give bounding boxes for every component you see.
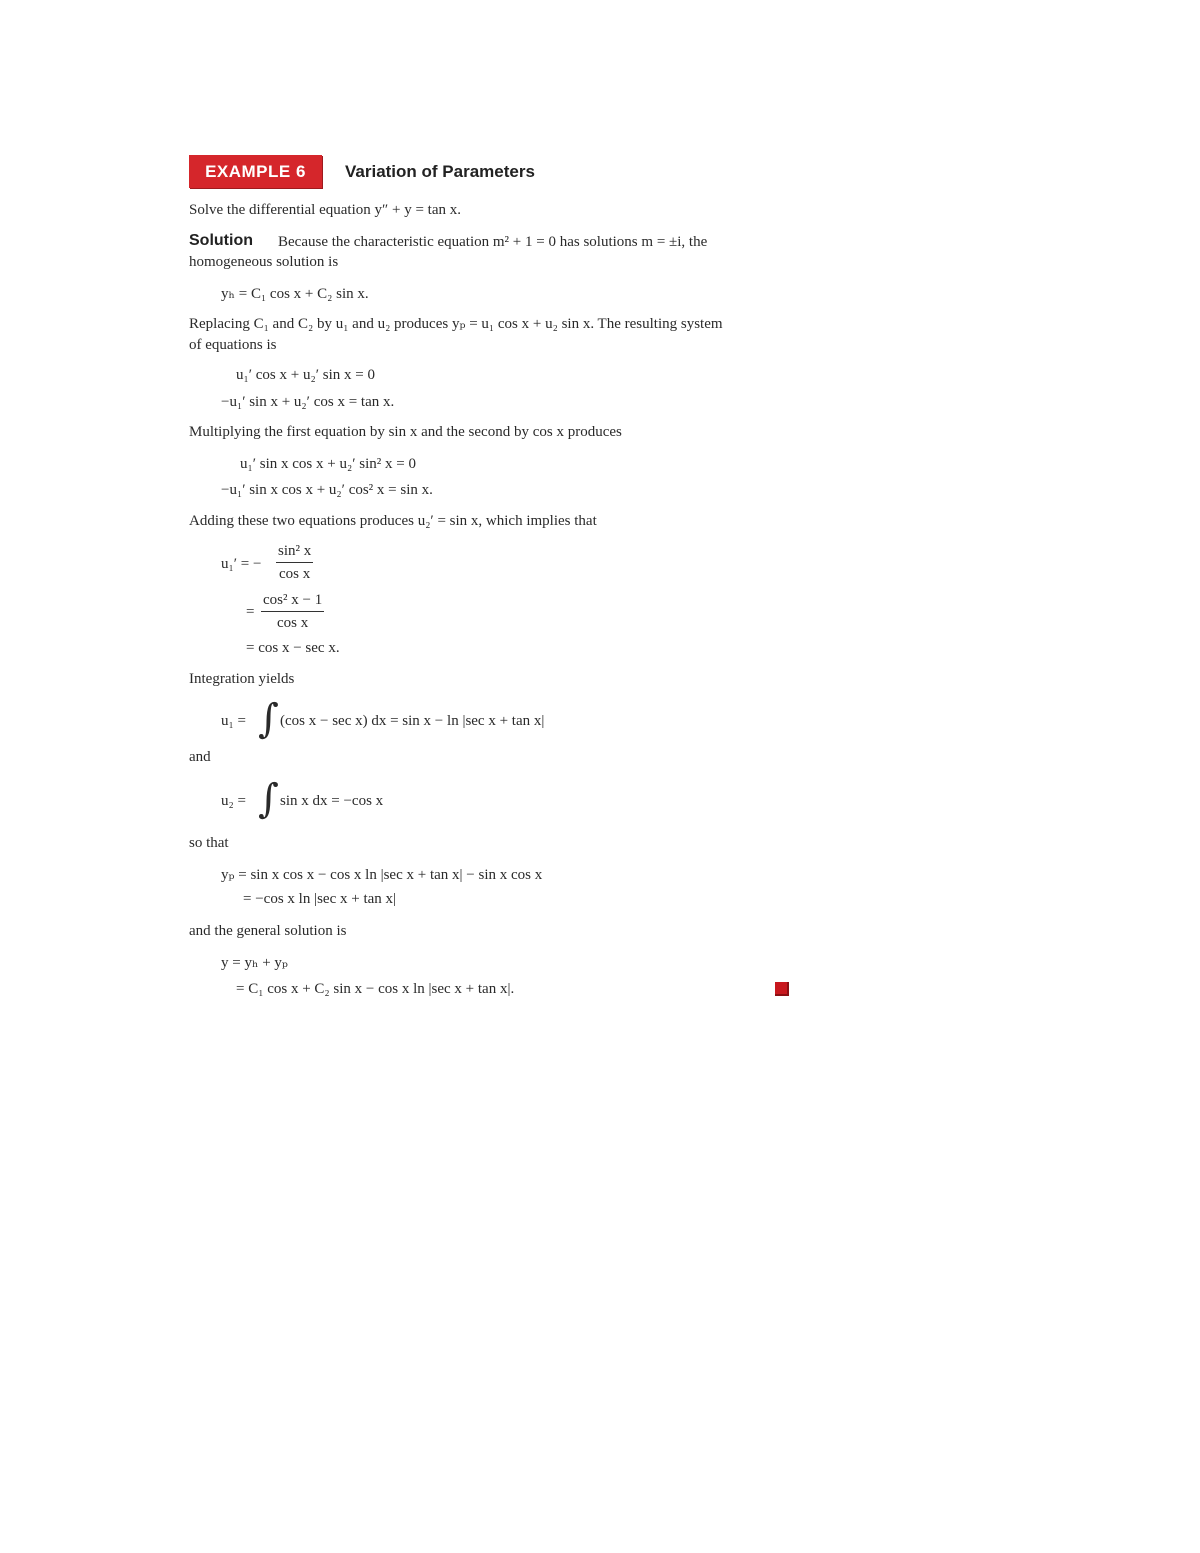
so-that-text: so that [189, 835, 229, 851]
replace-text-line1: Replacing C₁ and C₂ by u₁ and u₂ produces yₚ = u₁ cos x + u₂ sin x. The resulting system [189, 316, 723, 332]
u1-integral: (cos x − sec x) dx = sin x − ln |sec x + tan x| [280, 713, 545, 729]
yp-line2: = −cos x ln |sec x + tan x| [243, 891, 397, 907]
u2-integral: sin x dx = −cos x [280, 793, 384, 809]
general-line1: y = yₕ + yₚ [221, 955, 288, 971]
integral-sign: ∫ [258, 776, 279, 822]
u1-lhs: u₁ = [221, 713, 246, 729]
u1-prime-lhs: u₁′ = − [221, 556, 262, 572]
solution-text-line2: homogeneous solution is [189, 254, 339, 270]
fraction-cos2-minus-1-over-cos [261, 591, 324, 633]
yp-line1: yₚ = sin x cos x − cos x ln |sec x + tan x| − sin x cos x [221, 867, 543, 883]
and-text: and [189, 749, 211, 765]
example-title: Variation of Parameters [345, 162, 535, 181]
problem-statement: Solve the differential equation y″ + y = tan x. [189, 202, 461, 218]
equation-yh: yₕ = C₁ cos x + C₂ sin x. [221, 286, 369, 302]
example-page [189, 155, 793, 189]
system2-equation-a: u₁′ sin x cos x + u₂′ sin² x = 0 [240, 456, 416, 472]
system1-equation-a: u₁′ cos x + u₂′ sin x = 0 [236, 367, 375, 383]
general-solution-text: and the general solution is [189, 923, 347, 939]
solution-text-line1: Because the characteristic equation m² + 1 = 0 has solutions m = ±i, the [278, 234, 708, 250]
end-of-example-mark [775, 982, 789, 996]
solution-label: Solution [189, 232, 253, 249]
general-line2: = C₁ cos x + C₂ sin x − cos x ln |sec x + tan x|. [236, 981, 515, 997]
system1-equation-b: −u₁′ sin x + u₂′ cos x = tan x. [221, 394, 395, 410]
fraction-numerator: cos² x − 1 [261, 591, 324, 612]
fraction-denominator: cos x [276, 615, 309, 631]
u2-lhs: u₂ = [221, 793, 246, 809]
multiply-text: Multiplying the first equation by sin x and the second by cos x produces [189, 424, 622, 440]
integral-sign: ∫ [258, 696, 279, 742]
fraction-numerator: sin² x [276, 542, 313, 563]
system2-equation-b: −u₁′ sin x cos x + u₂′ cos² x = sin x. [221, 482, 433, 498]
example-badge: EXAMPLE 6 [189, 155, 322, 188]
adding-text: Adding these two equations produces u₂′ = sin x, which implies that [189, 513, 597, 529]
fraction-denominator: cos x [279, 566, 311, 582]
replace-text-line2: of equations is [189, 337, 277, 353]
example-header [189, 155, 793, 189]
integration-text: Integration yields [189, 671, 295, 687]
equals-sign: = [246, 604, 255, 620]
u1-prime-final: = cos x − sec x. [246, 640, 340, 656]
fraction-sin2-over-cos [276, 542, 313, 584]
